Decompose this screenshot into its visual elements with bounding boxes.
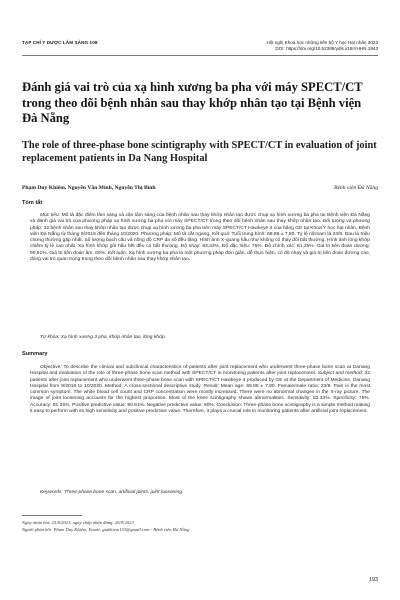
text-muc-tieu: Mô tả đặc điểm lâm sàng và cận lâm sàng của bệnh nhân sau thay khớp nhân tạo được chụp xạ hình xương ba pha tại Bệnh viện Đà Nẵng và đánh giá vai trò của phương pháp xạ hình xương ba pha với máy SPECT/CT trong theo dõi bệnh nhân sau thay khớp nhân tạo. bbox=[30, 213, 371, 225]
conference-name: Hội nghị Khoa học những tiến bộ Y học Hạt nhân 2023 bbox=[266, 40, 378, 45]
text-tu-khoa: Xạ hình xương 3 pha, khớp nhân tạo, lỏng khớp. bbox=[59, 335, 167, 340]
affiliation: Bệnh viện Đà Nẵng bbox=[334, 185, 378, 191]
summary-body bbox=[30, 365, 370, 415]
title-vietnamese: Đánh giá vai trò của xạ hình xương ba pha với máy SPECT/CT trong theo dõi bệnh nhân sau thay khớp nhân tạo tại Bệnh viện Đà Nẵng bbox=[22, 80, 363, 126]
label-ket-luan: Kết luận: bbox=[107, 250, 128, 256]
keywords-en bbox=[30, 490, 370, 496]
label-muc-tieu: Mục tiêu: bbox=[40, 213, 61, 218]
page-number: 193 bbox=[369, 577, 378, 583]
authors: Phạm Duy Khiêm, Nguyễn Văn Minh, Nguyễn Thị Bình bbox=[22, 185, 156, 191]
label-objective: Objective: bbox=[40, 365, 62, 370]
abstract-vi-body bbox=[30, 213, 370, 263]
summary-heading: Summary bbox=[22, 351, 48, 357]
text-result: Mean age: 69.88 ± 7.80. Female/male ratio: 23/9. Pain is the most common symptom. The white blood cell count and CRP concentration were mostly increased. There were no abnormal changes in the X-ray picture. The image of joint loosening accounts for the highest proportion. Most of the knee scintigraphy shows abnormalities. Sensitivity: 83.33%. Specificity: 75%. Accuracy: 81.25%. Positive predictive value: 90.91%. Negative predictive value: 60%. bbox=[30, 383, 371, 408]
label-conclusion: Conclusion: bbox=[216, 402, 243, 408]
doi-link[interactable]: DOI: https://doi.org/10.52389/ydls.v18iYHHN.1943 bbox=[275, 46, 378, 51]
footnote-responsible: Người phản hồi: Phạm Duy Khiêm, Email: giakhiem153@gmail.com - Bệnh viện Đà Nẵng bbox=[22, 526, 190, 532]
footnote bbox=[22, 520, 378, 533]
text-objective: To describe the clinical and subclinical characteristics of patients after joint replacement who underwent three-phase bone scan at Danang Hospital and evaluation of the role of three-phase bone scan method with SPECT/CT in monitoring patients after joint replacement. bbox=[30, 365, 370, 377]
header-right bbox=[267, 40, 378, 52]
keywords-vi bbox=[30, 335, 370, 341]
footnote-rule bbox=[22, 515, 82, 516]
abstract-vi-heading: Tóm tắt bbox=[22, 200, 43, 206]
text-doi-tuong: 32 bệnh nhân sau thay khớp nhân tạo được chụp xạ hình xương ba pha trên máy SPECT/CT Hawkeye 4 của hãng GE tại Khoa Y học hạt nhân, Bệnh viện Đà Nẵng từ tháng 9/2016 đến tháng 10/2020. Phương pháp: Mô tả cắt ngang. bbox=[30, 225, 370, 237]
label-doi-tuong: Đối tượng và phương pháp: bbox=[30, 219, 371, 231]
text-conclusion: Three-phase bone scintigraphy is a simple method making it easy to perform with its high sensitivity and positive predictive value. Therefore, it plays a crucial role in monitoring patients after artificial joint replacement. bbox=[30, 402, 371, 415]
label-keywords: Keywords: bbox=[40, 490, 63, 495]
text-ket-qua: Tuổi trung bình: 69,88 ± 7,80. Tỷ lệ nữ/nam là 23/9. Đau là triệu chứng thường gặp nhất. Số lượng bạch cầu và nồng độ CRP đa số đều tăng. Hình ảnh X-quang hầu như không có thay đổi bất thường. Hình ảnh lỏng khớp chiếm tỷ lệ cao nhất. Xạ hình khớp gối hầu hết đều có bất thường. Độ nhạy: 83,33%. Độ đặc hiệu: 75%. Độ chính xác: 81,25%. Giá trị tiên đoán dương: 90,91%. Giá trị tiên đoán âm: 60%. bbox=[30, 231, 370, 256]
label-ket-qua: Kết quả: bbox=[211, 231, 231, 237]
text-subject: 32 patients after joint replacement who underwent three-phase bone scan with SPECT/CT Hawkeye 4 produced by GE at the Department of Medicine, Danang Hospital from 9/2016 to 10/2020. Method: A cross-sectional descriptive study. bbox=[30, 371, 370, 389]
header-rule bbox=[22, 55, 378, 56]
footnote-dates: Ngày nhận bài: 25/8/2023, ngày chấp nhận đăng: 26/9/2023 bbox=[22, 520, 134, 525]
label-result: Result: bbox=[203, 383, 219, 389]
label-tu-khoa: Từ khóa: bbox=[40, 335, 60, 340]
text-ket-luan: Xạ hình xương ba pha là một phương pháp đơn giản, dễ thực hiện, có độ nhạy và giá trị tiên đoán dương cao, đóng vai trò quan trọng trong theo dõi bệnh nhân sau thay khớp nhân tạo. bbox=[30, 250, 370, 263]
text-keywords: Three-phase bone scan, artificial joints, joint loosening. bbox=[62, 490, 184, 495]
label-subject: Subject and method: bbox=[317, 371, 363, 377]
journal-name: TẠP CHÍ Y DƯỢC LÂM SÀNG 108 bbox=[22, 40, 98, 45]
title-english: The role of three-phase bone scintigraphy with SPECT/CT in evaluation of joint replacement patients in Da Nang Hospital bbox=[22, 140, 377, 164]
